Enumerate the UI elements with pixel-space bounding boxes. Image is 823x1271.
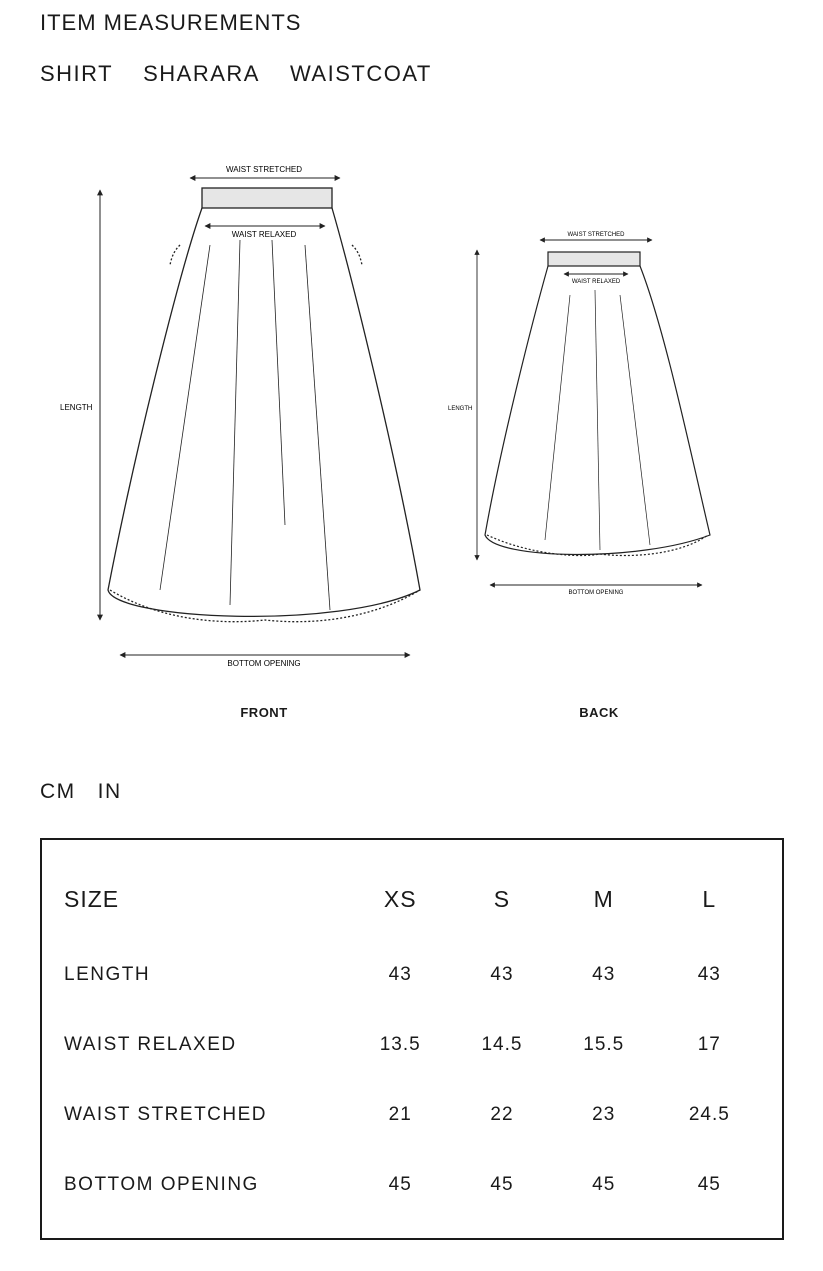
page-title: ITEM MEASUREMENTS bbox=[40, 10, 302, 35]
size-header: SIZE bbox=[64, 885, 120, 912]
skirt-illustration bbox=[40, 150, 780, 710]
front-bottom-opening-label: BOTTOM OPENING bbox=[227, 659, 301, 668]
back-view-label: BACK bbox=[579, 705, 619, 720]
table-cell: 23 bbox=[592, 1104, 616, 1125]
size-m-header: M bbox=[593, 885, 614, 912]
table-cell: 43 bbox=[592, 964, 616, 985]
table-row-waist-stretched bbox=[64, 1080, 764, 1150]
table-header-row bbox=[64, 870, 764, 928]
table-cell: 24.5 bbox=[688, 1104, 730, 1125]
row-label: BOTTOM OPENING bbox=[64, 1174, 259, 1195]
table-cell: 43 bbox=[697, 964, 721, 985]
tab-shirt[interactable]: SHIRT bbox=[40, 61, 114, 86]
table-cell: 13.5 bbox=[379, 1034, 421, 1055]
tab-waistcoat[interactable]: WAISTCOAT bbox=[289, 61, 432, 86]
front-waist-relaxed-label: WAIST RELAXED bbox=[231, 230, 297, 239]
table-cell: 17 bbox=[697, 1034, 721, 1055]
unit-cm-tab[interactable]: CM bbox=[40, 780, 76, 803]
table-cell: 43 bbox=[388, 964, 412, 985]
back-waist-stretched-label: WAIST STRETCHED bbox=[567, 232, 625, 238]
table-cell: 45 bbox=[388, 1174, 412, 1195]
measurement-diagram bbox=[40, 150, 780, 710]
row-label: WAIST STRETCHED bbox=[64, 1104, 268, 1125]
unit-tabs bbox=[40, 780, 122, 804]
back-waistband bbox=[548, 252, 640, 266]
row-label: WAIST RELAXED bbox=[64, 1034, 237, 1055]
table-cell: 45 bbox=[592, 1174, 616, 1195]
table-cell: 15.5 bbox=[583, 1034, 625, 1055]
table-cell: 14.5 bbox=[481, 1034, 523, 1055]
table-cell: 45 bbox=[697, 1174, 721, 1195]
table-cell: 22 bbox=[490, 1104, 514, 1125]
front-waistband bbox=[202, 188, 332, 208]
back-skirt-drawing bbox=[485, 252, 710, 556]
table-cell: 43 bbox=[490, 964, 514, 985]
measurements-table bbox=[40, 838, 784, 1240]
table-cell: 45 bbox=[490, 1174, 514, 1195]
unit-in-tab[interactable]: IN bbox=[97, 780, 122, 803]
size-l-header: L bbox=[702, 885, 717, 912]
table-cell: 21 bbox=[388, 1104, 412, 1125]
front-length-label: LENGTH bbox=[60, 403, 93, 412]
item-tabs bbox=[40, 61, 432, 87]
tab-sharara[interactable]: SHARARA bbox=[143, 61, 260, 86]
front-view-label: FRONT bbox=[240, 705, 288, 720]
front-waist-stretched-label: WAIST STRETCHED bbox=[225, 165, 303, 174]
table-row-bottom-opening bbox=[64, 1150, 764, 1220]
table-row-waist-relaxed bbox=[64, 1010, 764, 1080]
back-waist-relaxed-label: WAIST RELAXED bbox=[571, 279, 621, 285]
front-skirt-drawing bbox=[108, 188, 420, 622]
row-label: LENGTH bbox=[64, 964, 151, 985]
size-xs-header: XS bbox=[383, 885, 417, 912]
table-row-length bbox=[64, 940, 764, 1010]
back-bottom-opening-label: BOTTOM OPENING bbox=[568, 590, 624, 596]
back-length-label: LENGTH bbox=[448, 406, 473, 412]
size-s-header: S bbox=[493, 885, 511, 912]
